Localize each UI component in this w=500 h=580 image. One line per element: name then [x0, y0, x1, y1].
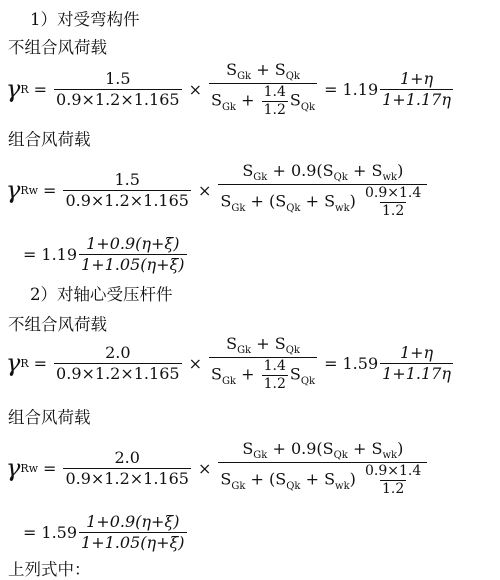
- times-sign: ×: [188, 353, 202, 373]
- load-ratio-denominator: $S_{Gk}$ + $\frac{1.4}{1.2}$ $S_{Qk}$: [210, 357, 316, 392]
- coefficient-denominator: 0.9×1.2×1.165: [56, 363, 180, 383]
- coefficient-numerator: 2.0: [114, 447, 140, 467]
- equals-sign: =: [43, 458, 57, 478]
- gamma-symbol: γ: [6, 176, 21, 204]
- equation-2-result: [18, 232, 189, 276]
- equation-3: [6, 333, 455, 392]
- result-coefficient: 1.59: [41, 522, 78, 542]
- result-fraction: [79, 235, 187, 273]
- load-ratio-numerator: $S_{Gk} + S_{Qk}$: [226, 59, 300, 82]
- footer-text: 上列式中：: [8, 560, 91, 579]
- section-2-heading: 2）对轴心受压杆件: [30, 285, 173, 304]
- gamma-symbol: γ: [6, 75, 21, 103]
- load-ratio-denominator: $S_{Gk} + (S_{Qk} + S_{wk})$ $\frac{0.9\times 1.4}{1.2}$: [218, 184, 427, 218]
- result-coefficient: 1.19: [342, 79, 379, 99]
- gamma-subscript: R: [20, 356, 29, 370]
- equals-sign: =: [33, 353, 48, 373]
- equals-sign: =: [23, 522, 37, 542]
- section-1-heading: 1）对受弯构件: [30, 10, 140, 29]
- result-denominator: 1+1.17η: [382, 89, 451, 109]
- times-sign: ×: [188, 79, 202, 99]
- equals-sign: =: [324, 353, 338, 373]
- coefficient-fraction: [54, 344, 182, 382]
- label-no-wind-2: 不组合风荷载: [8, 315, 107, 334]
- equation-1: [6, 59, 455, 118]
- equals-sign: =: [23, 244, 37, 264]
- result-numerator: 1+η: [399, 68, 434, 88]
- result-numerator: 1+0.9(η+ξ): [86, 511, 180, 531]
- result-fraction: [380, 70, 453, 108]
- load-ratio-fraction: [218, 440, 427, 497]
- result-fraction: [380, 344, 453, 382]
- load-ratio-denominator: $S_{Gk}$ + $\frac{1.4}{1.2}$ $S_{Qk}$: [210, 83, 316, 118]
- result-denominator: 1+1.05(η+ξ): [81, 254, 185, 274]
- times-sign: ×: [197, 458, 212, 478]
- load-ratio-numerator: $S_{Gk} + S_{Qk}$: [226, 333, 300, 356]
- coefficient-denominator: 0.9×1.2×1.165: [65, 190, 189, 210]
- coefficient-numerator: 1.5: [114, 169, 140, 189]
- gamma-symbol: γ: [6, 454, 21, 482]
- gamma-subscript: Rw: [20, 461, 39, 475]
- label-wind-2: 组合风荷载: [8, 408, 91, 427]
- gamma-symbol: γ: [6, 349, 21, 377]
- load-ratio-denominator: $S_{Gk} + (S_{Qk} + S_{wk})$ $\frac{0.9\times 1.4}{1.2}$: [218, 462, 427, 496]
- coefficient-numerator: 1.5: [105, 68, 131, 88]
- result-coefficient: 1.19: [41, 244, 78, 264]
- coefficient-fraction: [63, 171, 191, 209]
- load-ratio-fraction: [209, 335, 317, 392]
- load-ratio-numerator: $S_{Gk} + 0.9(S_{Qk} + S_{wk})$: [242, 438, 404, 461]
- coefficient-numerator: 2.0: [105, 342, 131, 362]
- equation-2: [6, 150, 429, 230]
- load-ratio-numerator: $S_{Gk} + 0.9(S_{Qk} + S_{wk})$: [242, 160, 404, 183]
- gamma-subscript: Rw: [20, 183, 39, 197]
- gamma-subscript: R: [20, 82, 29, 96]
- equation-4-result: [18, 510, 189, 554]
- label-wind-1: 组合风荷载: [8, 130, 91, 149]
- result-denominator: 1+1.05(η+ξ): [81, 532, 185, 552]
- result-numerator: 1+η: [399, 342, 434, 362]
- label-no-wind-1: 不组合风荷载: [8, 38, 107, 57]
- result-numerator: 1+0.9(η+ξ): [86, 233, 180, 253]
- equation-4: [6, 428, 429, 508]
- load-ratio-fraction: [218, 162, 427, 219]
- coefficient-fraction: [63, 449, 191, 487]
- times-sign: ×: [197, 180, 212, 200]
- equals-sign: =: [33, 79, 48, 99]
- equals-sign: =: [43, 180, 57, 200]
- result-coefficient: 1.59: [342, 353, 379, 373]
- load-ratio-fraction: [209, 61, 317, 118]
- coefficient-fraction: [54, 70, 182, 108]
- coefficient-denominator: 0.9×1.2×1.165: [56, 89, 180, 109]
- result-denominator: 1+1.17η: [382, 363, 451, 383]
- coefficient-denominator: 0.9×1.2×1.165: [65, 468, 189, 488]
- result-fraction: [79, 513, 187, 551]
- equals-sign: =: [324, 79, 338, 99]
